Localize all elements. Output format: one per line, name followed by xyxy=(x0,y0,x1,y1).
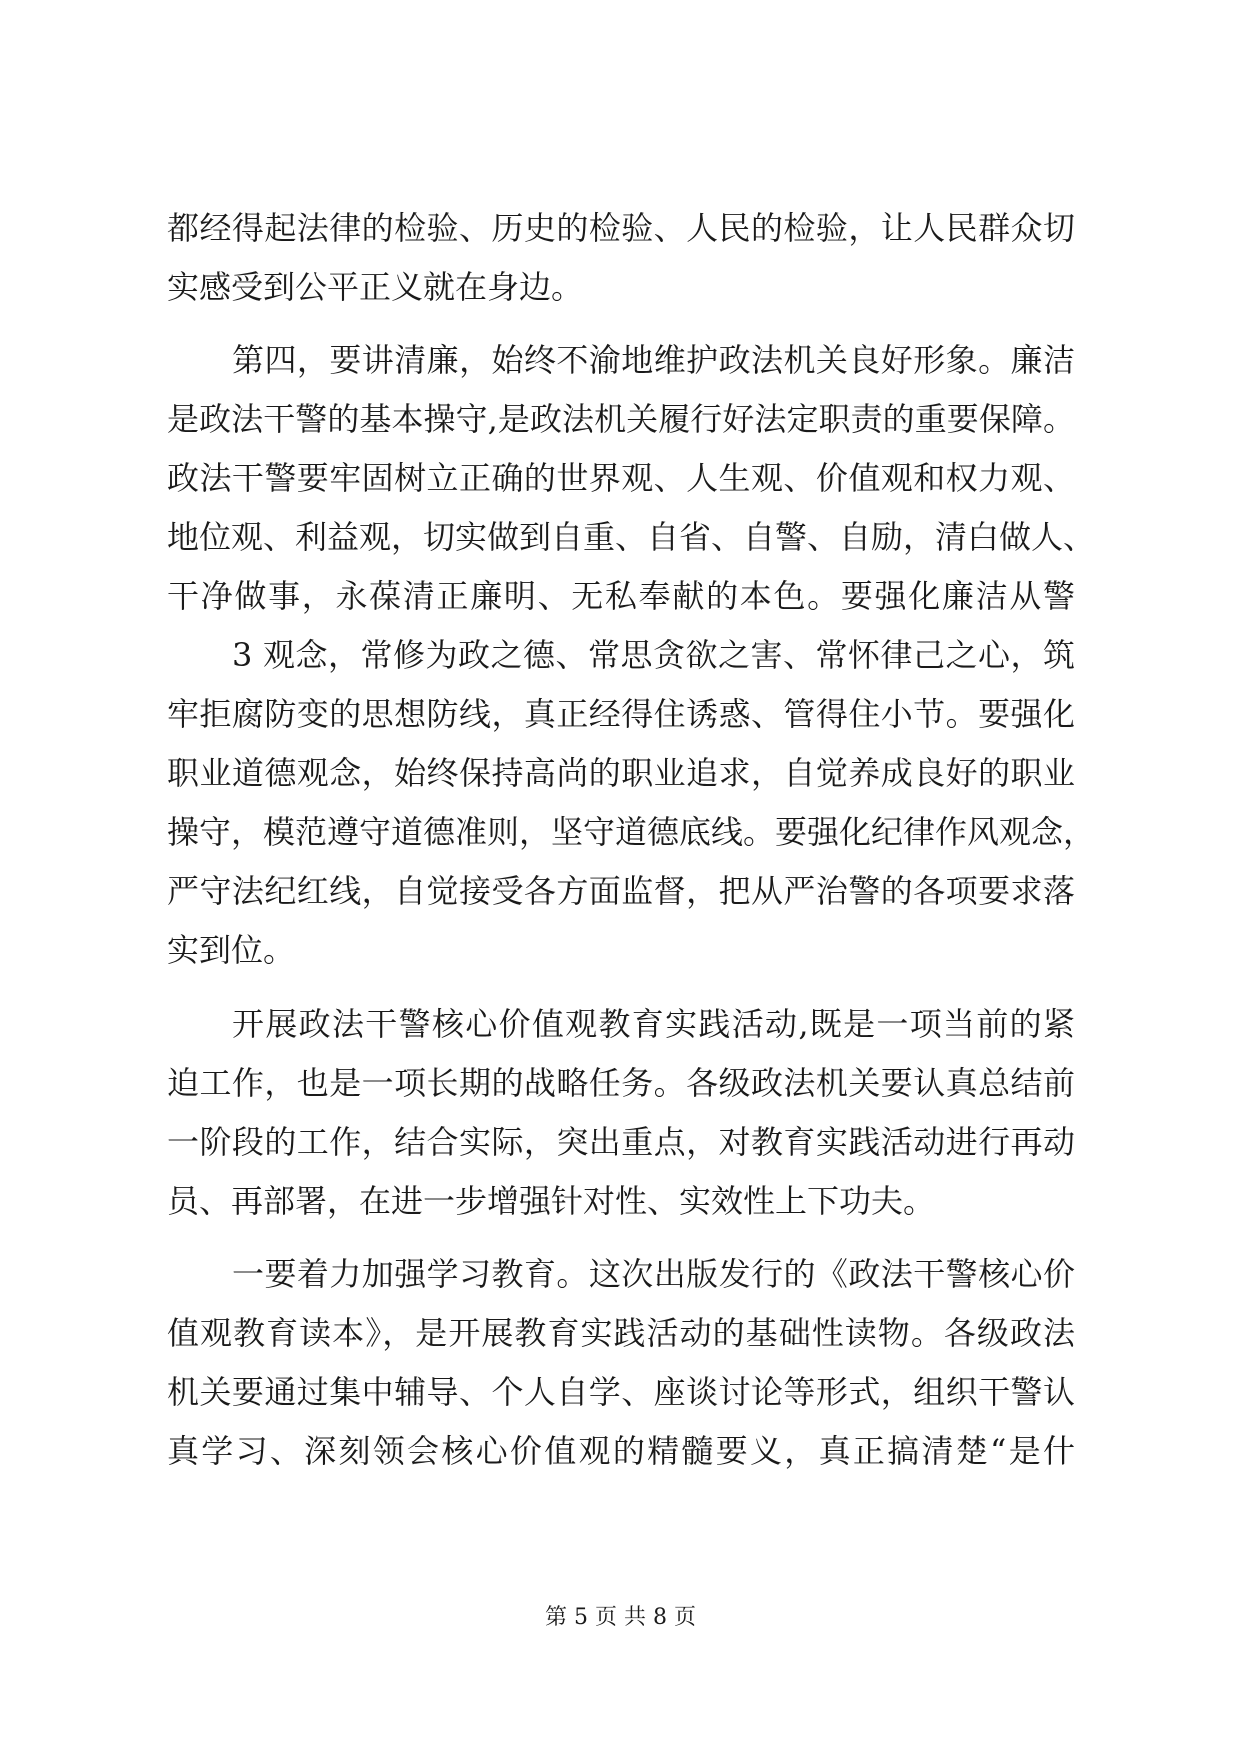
text-line: 一阶段的工作，结合实际，突出重点，对教育实践活动进行再动 xyxy=(167,1123,1075,1161)
text-line: 牢拒腐防变的思想防线，真正经得住诱惑、管得住小节。要强化 xyxy=(167,695,1075,733)
text-line: 操守，模范遵守道德准则，坚守道德底线。要强化纪律作风观念， xyxy=(167,813,1096,851)
text-line: 实到位。 xyxy=(167,931,296,969)
text-line: 政法干警要牢固树立正确的世界观、人生观、价值观和权力观、 xyxy=(167,459,1075,497)
text-line: 是政法干警的基本操守,是政法机关履行好法定职责的重要保障。 xyxy=(167,400,1075,438)
text-line: 一要着力加强学习教育。这次出版发行的《政法干警核心价 xyxy=(232,1255,1075,1293)
text-line: 干净做事，永葆清正廉明、无私奉献的本色。要强化廉洁从警 xyxy=(167,577,1075,615)
text-line: 都经得起法律的检验、历史的检验、人民的检验，让人民群众切 xyxy=(167,209,1075,247)
text-line: 实感受到公平正义就在身边。 xyxy=(167,268,584,306)
text-line: 严守法纪红线，自觉接受各方面监督，把从严治警的各项要求落 xyxy=(167,872,1075,910)
text-line: 职业道德观念，始终保持高尚的职业追求，自觉养成良好的职业 xyxy=(167,754,1075,792)
text-line: 真学习、深刻领会核心价值观的精髓要义，真正搞清楚“是什 xyxy=(167,1432,1075,1470)
page-footer: 第 5 页 共 8 页 xyxy=(545,1605,696,1630)
text-line: 值观教育读本》，是开展教育实践活动的基础性读物。各级政法 xyxy=(167,1314,1075,1352)
text-line: 地位观、利益观，切实做到自重、自省、自警、自励，清白做人、 xyxy=(167,518,1096,556)
text-line: 员、再部署，在进一步增强针对性、实效性上下功夫。 xyxy=(167,1182,936,1220)
text-line: 第四，要讲清廉，始终不渝地维护政法机关良好形象。廉洁 xyxy=(232,341,1075,379)
text-line: 机关要通过集中辅导、个人自学、座谈讨论等形式，组织干警认 xyxy=(167,1373,1075,1411)
text-line: 迫工作，也是一项长期的战略任务。各级政法机关要认真总结前 xyxy=(167,1064,1075,1102)
text-line: 开展政法干警核心价值观教育实践活动,既是一项当前的紧 xyxy=(232,1005,1075,1043)
text-line: 3 观念，常修为政之德、常思贪欲之害、常怀律己之心，筑 xyxy=(232,636,1075,674)
